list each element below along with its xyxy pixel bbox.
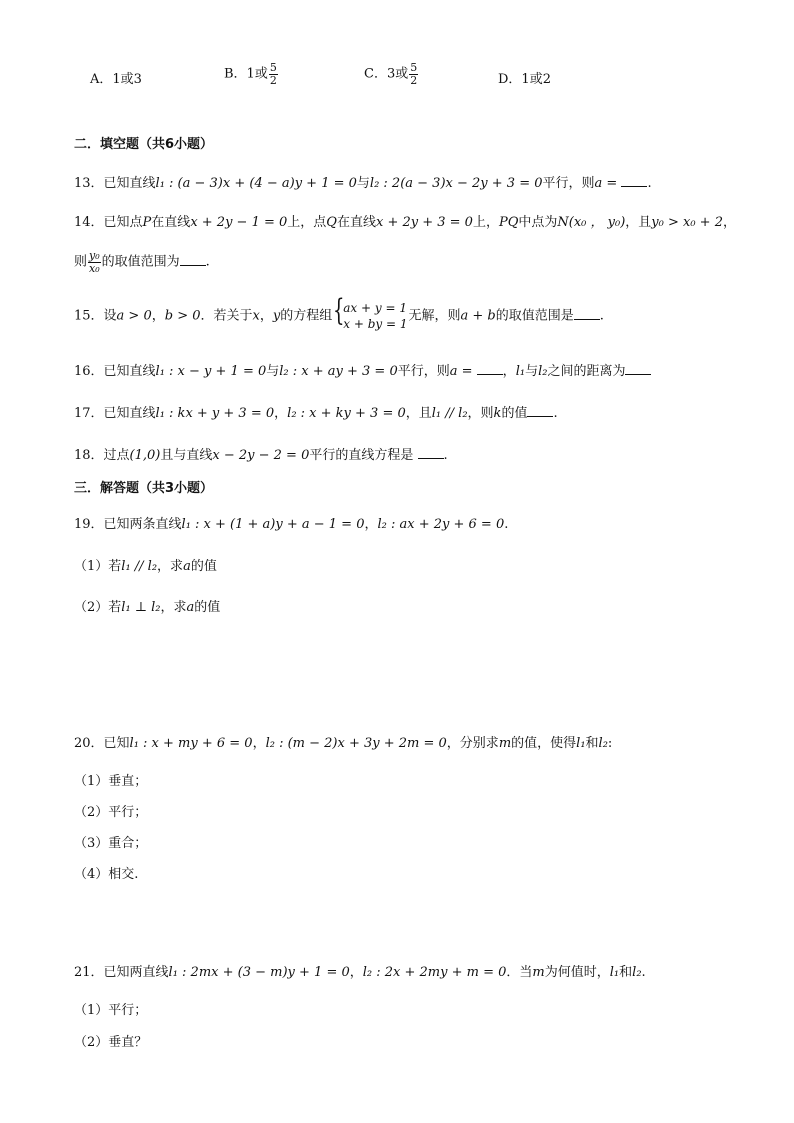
q18-text-2: 且与直线: [160, 448, 213, 463]
q20-part-4: （4）相交.: [74, 867, 139, 882]
q13-period: .: [647, 176, 652, 191]
q19-p1-text-1: （1）若: [74, 559, 122, 574]
option-c-prefix: C．3或: [364, 66, 409, 82]
q15-a-pos: a > 0: [116, 308, 152, 324]
q20-line-1: l₁ : x + my + 6 = 0: [129, 736, 253, 751]
q20-l2: l₂: [598, 736, 608, 751]
q19-p1-text-2: ，求: [157, 559, 184, 574]
q14-text-8: ，: [722, 215, 736, 230]
question-16: [74, 362, 651, 378]
q17-text-3: ，且: [405, 406, 432, 421]
option-b-numerator: 5: [269, 61, 277, 74]
q17-parallel: l₁ // l₂: [431, 406, 468, 421]
q18-line: x − 2y − 2 = 0: [212, 448, 310, 463]
q15-eq-2: x + by = 1: [343, 317, 408, 332]
q14-answer-blank[interactable]: [180, 253, 206, 266]
q13-text-3: 平行，则: [542, 176, 595, 191]
q16-a-eq: a =: [449, 364, 473, 379]
q19-text-1: 19．已知两条直线: [74, 517, 182, 532]
q16-text-4: ，: [502, 364, 516, 379]
q17-answer-blank[interactable]: [527, 404, 553, 417]
question-17: [74, 404, 558, 420]
q16-text-3: 平行，则: [397, 364, 450, 379]
q19-p2-text-1: （2）若: [74, 600, 122, 615]
q20-text-1: 20．已知: [74, 736, 130, 751]
q19-part-1: [74, 560, 217, 573]
q17-text-2: ，: [274, 406, 288, 421]
q15-text-6: 无解，则: [408, 308, 461, 324]
q14-text-6: 中点为: [518, 215, 558, 230]
q20-text-4: 的值，使得: [511, 736, 577, 751]
q14-range-text: 的取值范围为: [101, 254, 180, 270]
q16-answer-blank-1[interactable]: [477, 362, 503, 375]
option-b-denominator: 2: [269, 73, 277, 87]
q14-text-3: 上，点: [287, 215, 327, 230]
q15-text-4: ，: [259, 308, 273, 324]
q20-text-2: ，: [252, 736, 266, 751]
q19-p2-var-a: a: [186, 600, 195, 615]
q16-line-2: l₂ : x + ay + 3 = 0: [279, 364, 398, 379]
q15-text-5: 的方程组: [280, 308, 333, 324]
q19-p2-perpendicular: l₁ ⊥ l₂: [121, 600, 161, 615]
q19-period: .: [504, 517, 509, 532]
q21-period: .: [641, 965, 646, 980]
question-20: [74, 737, 612, 750]
q13-text-2: 与: [356, 176, 370, 191]
q15-var-y: y: [272, 308, 281, 324]
question-19: [74, 518, 508, 531]
q17-text-4: ，则: [467, 406, 494, 421]
q16-text-6: 之间的距离为: [547, 364, 626, 379]
q19-p2-text-2: ，求: [160, 600, 187, 615]
q21-part-2: （2）垂直？: [74, 1035, 148, 1050]
question-18: [74, 446, 448, 462]
q17-var-k: k: [493, 406, 502, 421]
q21-text-4: 为何值时，: [544, 965, 610, 980]
q14-text-5: 上，: [472, 215, 499, 230]
q16-text-1: 16．已知直线: [74, 364, 156, 379]
q15-equation-system: [333, 293, 408, 332]
option-b-prefix: B．1或: [224, 66, 268, 82]
option-c: [364, 62, 419, 86]
q14-period: .: [205, 254, 210, 270]
question-21: [74, 966, 646, 979]
q21-text-1: 21．已知两直线: [74, 965, 169, 980]
q16-line-1: l₁ : x − y + 1 = 0: [155, 364, 267, 379]
q16-l1: l₁: [515, 364, 526, 379]
q15-text-2: ，: [151, 308, 165, 324]
q14-line-2: x + 2y + 3 = 0: [375, 215, 473, 230]
q18-text-1: 18．过点: [74, 448, 130, 463]
q20-text-3: ，分别求: [446, 736, 499, 751]
question-14-line-2: [74, 250, 210, 274]
q14-midpoint-n: N(x₀ ， y₀): [557, 215, 626, 230]
option-d: D．1或2: [498, 72, 551, 87]
option-c-fraction: [409, 62, 418, 86]
q20-part-1: （1）垂直；: [74, 774, 148, 789]
question-14: [74, 216, 736, 229]
q20-var-m: m: [498, 736, 512, 751]
q18-point: (1,0): [129, 448, 161, 463]
section-solve-title: 三．解答题（共3小题）: [74, 481, 214, 496]
q21-part-1: （1）平行；: [74, 1003, 148, 1018]
question-13: [74, 174, 652, 190]
q13-a-eq: a =: [594, 176, 618, 191]
q20-colon: :: [607, 736, 613, 751]
q15-eq-1: ax + y = 1: [343, 301, 407, 315]
q14-text-4: 在直线: [336, 215, 376, 230]
q20-part-2: （2）平行；: [74, 805, 148, 820]
q21-text-5: 和: [619, 965, 633, 980]
q19-p2-text-3: 的值: [194, 600, 221, 615]
q20-text-5: 和: [585, 736, 599, 751]
q18-period: .: [443, 448, 448, 463]
q21-line-1: l₁ : 2mx + (3 − m)y + 1 = 0: [168, 965, 350, 980]
q15-text-7: 的取值范围是: [495, 308, 574, 324]
q15-answer-blank[interactable]: [574, 307, 600, 320]
q16-l2: l₂: [538, 364, 548, 379]
q15-text-1: 15．设: [74, 308, 117, 324]
q14-frac-denominator: x₀: [89, 261, 100, 275]
q20-l1: l₁: [576, 736, 586, 751]
q14-point-p: P: [142, 215, 152, 230]
q21-l1: l₁: [609, 965, 620, 980]
q13-line-1: l₁ : (a − 3)x + (4 − a)y + 1 = 0: [155, 176, 357, 191]
q14-point-q: Q: [326, 215, 337, 230]
q15-b-pos: b > 0: [164, 308, 201, 324]
q16-text-2: 与: [266, 364, 280, 379]
q14-condition: y₀ > x₀ + 2: [651, 215, 723, 230]
q13-line-2: l₂ : 2(a − 3)x − 2y + 3 = 0: [369, 176, 543, 191]
q17-line-2: l₂ : x + ky + 3 = 0: [287, 406, 406, 421]
q17-text-1: 17．已知直线: [74, 406, 156, 421]
q18-answer-blank[interactable]: [418, 446, 444, 459]
section-fill-in-title: 二．填空题（共6小题）: [74, 137, 214, 152]
q14-text-2: 在直线: [151, 215, 191, 230]
q14-fraction: [88, 250, 101, 274]
q16-answer-blank-2[interactable]: [625, 362, 651, 375]
question-15: [74, 293, 604, 332]
q14-then: 则: [74, 254, 88, 270]
q19-line-1: l₁ : x + (1 + a)y + a − 1 = 0: [181, 517, 365, 532]
q16-text-5: 与: [525, 364, 539, 379]
q14-segment-pq: PQ: [498, 215, 519, 230]
q19-line-2: l₂ : ax + 2y + 6 = 0: [377, 517, 505, 532]
q14-text-7: ，且: [625, 215, 652, 230]
q15-period: .: [599, 308, 604, 324]
q15-var-x: x: [252, 308, 260, 324]
q21-var-m: m: [532, 965, 545, 980]
q14-line-1: x + 2y − 1 = 0: [190, 215, 288, 230]
option-c-numerator: 5: [410, 61, 418, 74]
q14-text-1: 14．已知点: [74, 215, 143, 230]
q18-text-3: 平行的直线方程是: [309, 448, 414, 463]
option-c-denominator: 2: [410, 73, 418, 87]
q13-answer-blank[interactable]: [621, 174, 647, 187]
option-a: A．1或3: [90, 72, 142, 87]
q19-part-2: [74, 601, 220, 614]
q21-text-2: ，: [349, 965, 363, 980]
q19-text-2: ，: [364, 517, 378, 532]
q17-period: .: [553, 406, 558, 421]
option-b: [224, 62, 279, 86]
q17-text-5: 的值: [501, 406, 528, 421]
q21-l2: l₂: [632, 965, 642, 980]
q21-text-3: ．当: [506, 965, 533, 980]
q13-text-1: 13．已知直线: [74, 176, 156, 191]
q20-line-2: l₂ : (m − 2)x + 3y + 2m = 0: [265, 736, 447, 751]
option-b-fraction: [269, 62, 278, 86]
q19-p1-text-3: 的值: [190, 559, 217, 574]
q19-p1-parallel: l₁ // l₂: [121, 559, 158, 574]
q20-part-3: （3）重合；: [74, 836, 148, 851]
q14-frac-numerator: y₀: [89, 249, 100, 262]
q19-p1-var-a: a: [183, 559, 191, 574]
q17-line-1: l₁ : kx + y + 3 = 0: [155, 406, 275, 421]
q15-brace-icon: {: [333, 293, 345, 328]
q15-a-plus-b: a + b: [460, 308, 496, 324]
q15-text-3: ．若关于: [200, 308, 253, 324]
q21-line-2: l₂ : 2x + 2my + m = 0: [362, 965, 507, 980]
